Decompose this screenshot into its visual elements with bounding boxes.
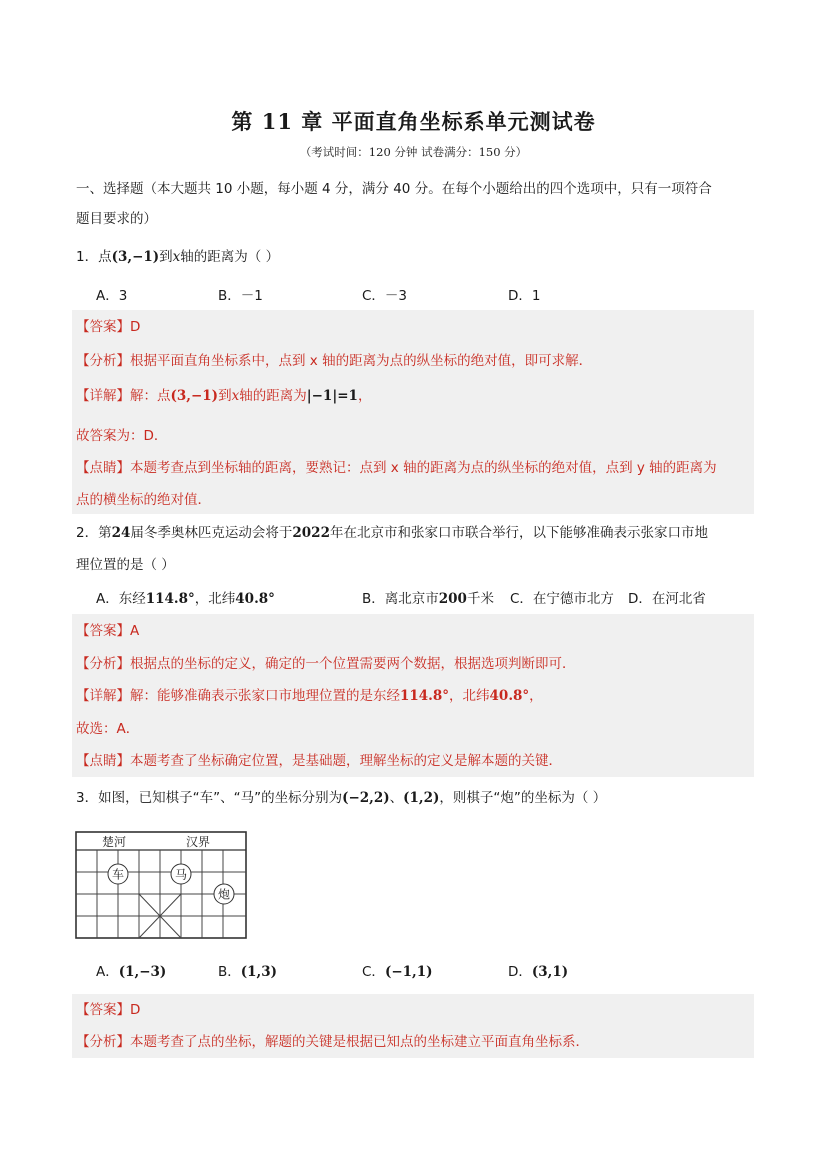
q2-detail-v2: 40.8°: [489, 688, 530, 704]
q2-option-a: [96, 589, 275, 609]
q1-mid: 到: [159, 249, 173, 265]
q2-analysis-tag: 【分析】: [76, 656, 130, 672]
q3-option-b: [218, 962, 277, 982]
q1-answer-value: D: [130, 319, 141, 335]
q2-analysis-text: 根据点的坐标的定义，确定的一个位置需要两个数据，根据选项判断即可．: [130, 656, 576, 672]
q3-sep: 、: [389, 790, 404, 806]
q3-line-b: ，则棋子“炮”的坐标为（ ）: [439, 790, 607, 806]
q2-opt-a-mid: ，北纬: [194, 591, 236, 607]
q2-line1-c: 年在北京市和张家口市联合举行，以下能够准确表示张家口市地: [329, 525, 708, 541]
q2-detail-a: 解：能够准确表示张家口市地理位置的是东经: [130, 688, 400, 704]
page-title: 第 11 章 平面直角坐标系单元测试卷: [231, 109, 596, 134]
q1-analysis-tag: 【分析】: [76, 353, 130, 369]
q3-p2: (1,2): [403, 790, 440, 806]
q2-final: 故选：A．: [76, 721, 140, 737]
q3-line-a: 3．如图，已知棋子“车”、“马”的坐标分别为: [76, 790, 343, 806]
q1-solution-box: [72, 310, 754, 514]
q3-analysis-text: 本题考查了点的坐标，解题的关键是根据已知点的坐标建立平面直角坐标系．: [130, 1034, 589, 1050]
question-3-stem: [76, 788, 606, 808]
q3-option-d: [508, 962, 568, 982]
q2-review-tag: 【点睛】: [76, 753, 130, 769]
q3-analysis: [76, 1032, 589, 1052]
q1-detail-point: (3,−1): [170, 388, 219, 404]
q2-answer: [76, 621, 139, 641]
q2-detail-end: ，: [529, 688, 543, 704]
q1-review-line2: 点的横坐标的绝对值．: [76, 492, 211, 508]
q2-opt-b-v: 200: [438, 591, 467, 607]
q1-detail-c: 轴的距离为: [239, 388, 307, 404]
q3-opt-d-label: D．: [508, 964, 532, 980]
q2-opt-b-post: 千米: [466, 591, 494, 607]
q2-answer-value: A: [130, 623, 140, 639]
q3-opt-d-val: (3,1): [531, 964, 569, 980]
q2-line1-b: 届冬季奥林匹克运动会将于: [130, 525, 293, 541]
q1-option-d: D．1: [508, 288, 541, 304]
q1-answer: [76, 317, 140, 337]
q2-answer-tag: 【答案】: [76, 623, 130, 639]
q2-year: 2022: [292, 525, 330, 541]
question-1-stem: [76, 247, 279, 267]
q1-answer-tag: 【答案】: [76, 319, 130, 335]
question-2-stem-line1: [76, 523, 708, 543]
q1-detail-a: 解：点: [130, 388, 171, 404]
q1-final: 故答案为：D．: [76, 428, 168, 444]
q3-answer: [76, 1000, 140, 1020]
q2-option-d: D．在河北省: [628, 591, 706, 607]
q3-opt-a-val: (1,−3): [118, 964, 167, 980]
q2-option-c: C．在宁德市北方: [510, 591, 614, 607]
q3-opt-c-label: C．: [362, 964, 385, 980]
q1-detail-var: x: [231, 388, 240, 404]
q2-detail-v1: 114.8°: [400, 688, 450, 704]
q1-review-line1: [76, 458, 717, 478]
q3-opt-a-label: A．: [96, 964, 119, 980]
q2-detail: [76, 686, 543, 706]
q3-analysis-tag: 【分析】: [76, 1034, 130, 1050]
q3-answer-value: D: [130, 1002, 141, 1018]
piece-che: 车: [111, 867, 125, 882]
q2-opt-a-pre: A．东经: [96, 591, 146, 607]
board-label-hanjie: 汉界: [186, 835, 211, 849]
q2-opt-b-pre: B．离北京市: [362, 591, 439, 607]
q1-detail-tag: 【详解】: [76, 388, 130, 404]
q2-detail-mid: ，北纬: [449, 688, 490, 704]
q1-option-c: C．－3: [362, 288, 408, 304]
q1-analysis: [76, 351, 592, 371]
q1-point: (3,−1): [111, 249, 160, 265]
q1-detail-d: ，: [357, 388, 372, 404]
q1-detail-expr: |−1|=1: [306, 388, 358, 404]
q2-opt-a-v2: 40.8°: [235, 591, 275, 607]
piece-ma: 马: [174, 867, 188, 882]
q3-opt-c-val: (−1,1): [384, 964, 433, 980]
q1-detail: [76, 386, 371, 406]
q3-p1: (−2,2): [342, 790, 390, 806]
q2-review-text: 本题考查了坐标确定位置，是基础题，理解坐标的定义是解本题的关键．: [130, 753, 562, 769]
q1-analysis-text: 根据平面直角坐标系中，点到 x 轴的距离为点的纵坐标的绝对值，即可求解．: [130, 353, 593, 369]
q1-tail: 轴的距离为（ ）: [180, 249, 280, 265]
section-header-line2: 题目要求的）: [76, 211, 157, 227]
q1-num: 1．点: [76, 249, 112, 265]
q3-option-a: [96, 962, 166, 982]
q1-option-a: A．3: [96, 288, 128, 304]
q1-review-tag: 【点睛】: [76, 460, 130, 476]
q3-option-c: [362, 962, 433, 982]
q1-var: x: [172, 249, 181, 265]
q1-option-b: B．－1: [218, 288, 263, 304]
q3-opt-b-val: (1,3): [240, 964, 278, 980]
q2-detail-tag: 【详解】: [76, 688, 130, 704]
q2-review: [76, 751, 562, 771]
q2-n24: 24: [111, 525, 131, 541]
question-2-stem-line2: 理位置的是（ ）: [76, 557, 175, 573]
q2-option-b: [362, 589, 494, 609]
piece-pao: 炮: [217, 887, 231, 902]
page-subtitle: （考试时间：120 分钟 试卷满分：150 分）: [299, 145, 528, 159]
q2-analysis: [76, 654, 576, 674]
q2-line1-a: 2．第: [76, 525, 112, 541]
q3-opt-b-label: B．: [218, 964, 241, 980]
board-label-chuhe: 楚河: [102, 835, 127, 849]
section-header-line1: 一、选择题（本大题共 10 小题，每小题 4 分，满分 40 分。在每个小题给出的四个选项中，只有一项符合: [76, 181, 712, 197]
q2-opt-a-v1: 114.8°: [145, 591, 195, 607]
q1-review-text1: 本题考查点到坐标轴的距离，要熟记：点到 x 轴的距离为点的纵坐标的绝对值，点到 y 轴的距离为: [130, 460, 717, 476]
xiangqi-board-figure: [74, 830, 248, 940]
q3-answer-tag: 【答案】: [76, 1002, 130, 1018]
q1-detail-b: 到: [218, 388, 232, 404]
